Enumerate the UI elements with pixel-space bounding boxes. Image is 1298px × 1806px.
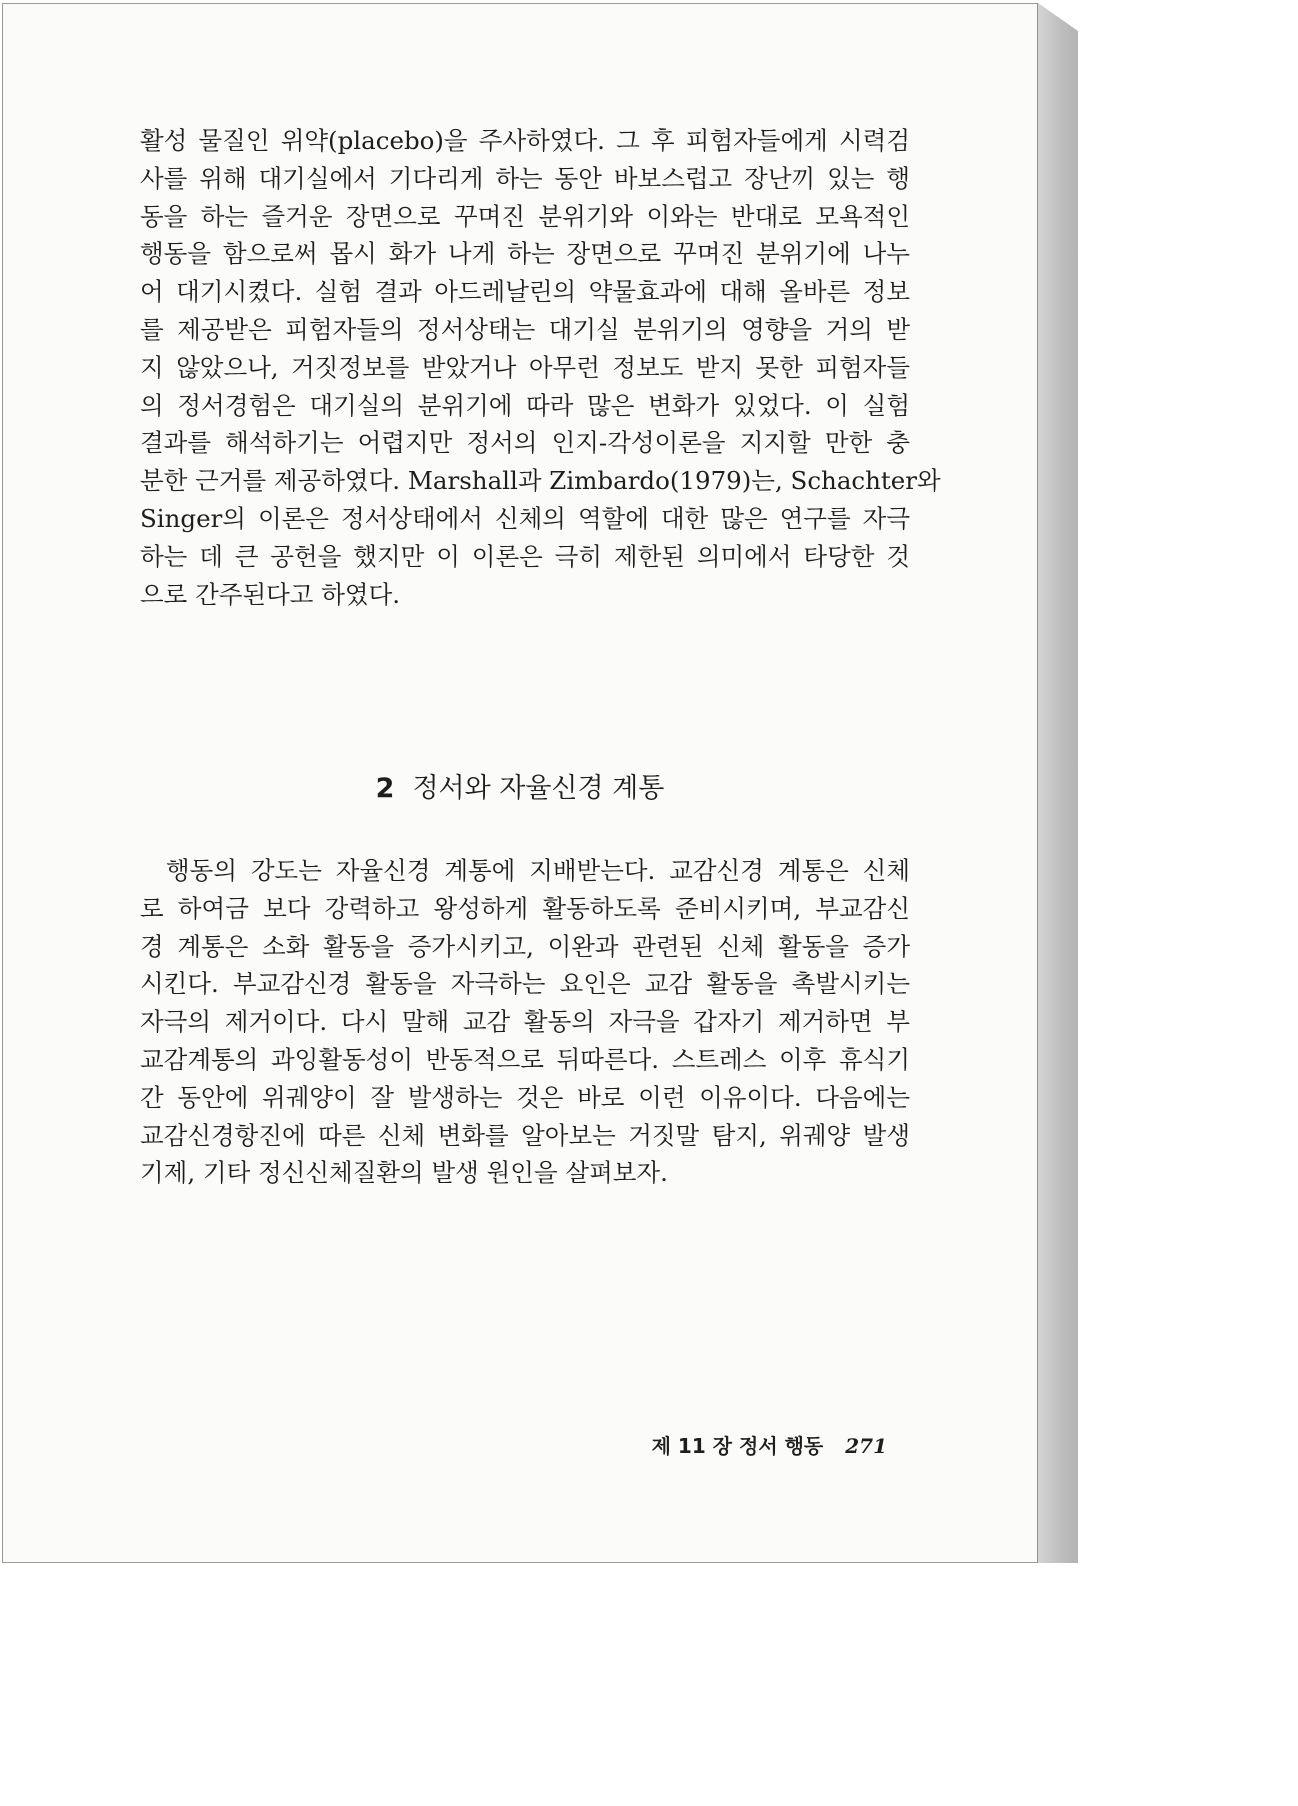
paragraph-line: 간 동안에 위궤양이 잘 발생하는 것은 바로 이런 이유이다. 다음에는	[140, 1082, 910, 1112]
page-number: 271	[845, 1434, 887, 1458]
paragraph-line: 행동을 함으로써 몹시 화가 나게 하는 장면으로 꾸며진 분위기에 나누	[140, 239, 910, 269]
paragraph-line: 자극의 제거이다. 다시 말해 교감 활동의 자극을 갑자기 제거하면 부	[140, 1007, 910, 1037]
paragraph-line: 지 않았으나, 거짓정보를 받았거나 아무런 정보도 받지 못한 피험자들	[140, 352, 910, 382]
paragraph-line: 경 계통은 소화 활동을 증가시키고, 이완과 관련된 신체 활동을 증가	[140, 931, 910, 961]
paragraph-line: 결과를 해석하기는 어렵지만 정서의 인지-각성이론을 지지할 만한 충	[140, 428, 910, 458]
paragraph-line: 를 제공받은 피험자들의 정서상태는 대기실 분위기의 영향을 거의 받	[140, 314, 910, 344]
section-title: 정서와 자율신경 계통	[412, 773, 665, 804]
section-heading	[0, 766, 1040, 805]
paragraph-line: 으로 간주된다고 하였다.	[140, 579, 401, 609]
paragraph-line: Singer의 이론은 정서상태에서 신체의 역할에 대한 많은 연구를 자극	[140, 503, 910, 533]
paragraph-line: 시킨다. 부교감신경 활동을 자극하는 요인은 교감 활동을 촉발시키는	[140, 969, 910, 999]
paragraph-line: 의 정서경험은 대기실의 분위기에 따라 많은 변화가 있었다. 이 실험	[140, 390, 910, 420]
running-chapter-title: 제 11 장 정서 행동	[651, 1434, 824, 1458]
paragraph-line: 어 대기시켰다. 실험 결과 아드레날린의 약물효과에 대해 올바른 정보	[140, 277, 910, 307]
paragraph-line: 행동의 강도는 자율신경 계통에 지배받는다. 교감신경 계통은 신체	[166, 856, 910, 885]
paragraph-line: 로 하여금 보다 강력하고 왕성하게 활동하도록 준비시키며, 부교감신	[140, 893, 910, 923]
page-edge-shadow	[1038, 3, 1078, 1563]
paragraph-line: 동을 하는 즐거운 장면으로 꾸며진 분위기와 이와는 반대로 모욕적인	[140, 201, 910, 231]
paragraph-line: 교감신경항진에 따른 신체 변화를 알아보는 거짓말 탐지, 위궤양 발생	[140, 1120, 910, 1150]
body-paragraph-2	[140, 852, 910, 1192]
section-number: 2	[375, 773, 395, 804]
body-paragraph-1	[140, 122, 941, 613]
paragraph-line: 활성 물질인 위약(placebo)을 주사하였다. 그 후 피험자들에게 시력검	[140, 126, 910, 155]
paragraph-line: 하는 데 큰 공헌을 했지만 이 이론은 극히 제한된 의미에서 타당한 것	[140, 541, 910, 571]
paragraph-line: 분한 근거를 제공하였다. Marshall과 Zimbardo(1979)는, Schachter와	[140, 466, 941, 496]
paragraph-line: 사를 위해 대기실에서 기다리게 하는 동안 바보스럽고 장난끼 있는 행	[140, 163, 910, 193]
page-footer	[652, 1430, 887, 1459]
paragraph-line: 교감계통의 과잉활동성이 반동적으로 뒤따른다. 스트레스 이후 휴식기	[140, 1044, 910, 1074]
paragraph-line: 기제, 기타 정신신체질환의 발생 원인을 살펴보자.	[140, 1158, 668, 1188]
